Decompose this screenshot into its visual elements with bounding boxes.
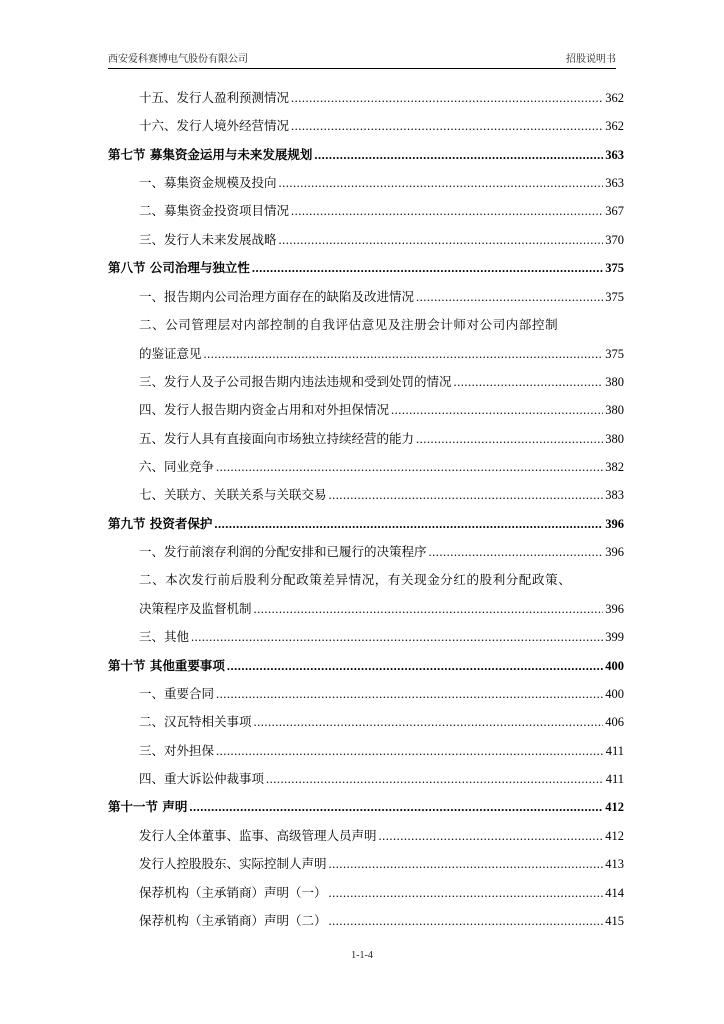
toc-entry-label: 十五、发行人盈利预测情况 (139, 90, 290, 105)
toc-entry-page: 415 (605, 914, 624, 928)
toc-entry-page: 406 (605, 715, 624, 729)
toc-leader-dots (329, 883, 604, 903)
toc-entry-label: 七、关联方、关联关系与关联交易 (139, 487, 327, 502)
toc-entry (139, 599, 624, 619)
toc-leader-dots (429, 542, 604, 562)
toc-entry-page: 375 (605, 347, 624, 361)
toc-leader-dots (416, 429, 603, 449)
toc-entry (139, 173, 624, 193)
toc-leader-dots (216, 741, 604, 761)
toc-entry-page: 396 (605, 545, 624, 559)
toc-leader-dots (416, 287, 603, 307)
toc-leader-dots (266, 769, 604, 789)
toc-entry-label: 四、发行人报告期内资金占用和对外担保情况 (139, 402, 390, 417)
toc-leader-dots (254, 599, 604, 619)
toc-leader-dots (329, 854, 604, 874)
toc-entry (139, 287, 624, 307)
toc-entry-page: 411 (605, 772, 624, 786)
toc-entry (139, 542, 624, 562)
toc-entry-page: 399 (605, 630, 624, 644)
toc-entry-label: 三、对外担保 (139, 743, 215, 758)
toc-entry-label: 二、汉瓦特相关事项 (139, 714, 252, 729)
toc-section-page: 400 (605, 659, 624, 673)
page-header (108, 52, 616, 67)
toc-section (108, 656, 624, 676)
page-number: 1-1-4 (351, 950, 373, 961)
toc-entry-label: 三、发行人未来发展战略 (139, 232, 277, 247)
toc-entry-label: 一、重要合同 (139, 686, 215, 701)
toc-entry-label: 发行人控股股东、实际控制人声明 (139, 856, 327, 871)
toc-entry (139, 826, 624, 846)
toc-entry (139, 116, 624, 136)
toc-entry-page: 382 (605, 460, 624, 474)
toc-leader-dots (216, 684, 603, 704)
toc-leader-dots (204, 344, 604, 364)
toc-entry-label: 三、发行人及子公司报告期内违法违规和受到处罚的情况 (139, 374, 452, 389)
toc-entry (139, 883, 624, 903)
toc-leader-dots (191, 627, 603, 647)
toc-entry-label: 一、募集资金规模及投向 (139, 175, 277, 190)
toc-entry-label: 三、其他 (139, 629, 190, 644)
toc-entry-label: 决策程序及监督机制 (139, 601, 252, 616)
toc-entry (139, 429, 624, 449)
toc-entry-page: 400 (605, 687, 624, 701)
toc-leader-dots (252, 258, 603, 278)
toc-leader-dots (391, 400, 603, 420)
toc-leader-dots (314, 145, 603, 165)
toc-entry-page: 380 (605, 403, 624, 417)
toc-entry-label: 一、报告期内公司治理方面存在的缺陷及改进情况 (139, 289, 415, 304)
toc-section-page: 412 (605, 800, 624, 814)
toc-entry-page: 412 (605, 829, 624, 843)
toc-section (108, 514, 624, 534)
toc-entry (139, 344, 624, 364)
toc-entry-page: 396 (605, 602, 624, 616)
toc-entry-page: 414 (605, 886, 624, 900)
toc-leader-dots (254, 712, 604, 732)
toc-section-label: 第十节 其他重要事项 (108, 658, 225, 673)
toc-entry (139, 400, 624, 420)
toc-leader-dots (291, 201, 603, 221)
toc-entry (139, 769, 624, 789)
toc-entry (139, 372, 624, 392)
toc-entry-page: 411 (605, 744, 624, 758)
header-rule (108, 68, 616, 69)
toc-leader-dots (189, 797, 603, 817)
toc-entry (139, 485, 624, 505)
toc-section (108, 797, 624, 817)
toc-entry (139, 684, 624, 704)
toc-entry-label: 一、发行前滚存利润的分配安排和已履行的决策程序 (139, 544, 427, 559)
toc-entry-label: 五、发行人具有直接面向市场独立持续经营的能力 (139, 431, 415, 446)
toc-leader-dots (291, 88, 603, 108)
toc-section-label: 第九节 投资者保护 (108, 516, 213, 531)
toc-entry-label: 发行人全体董事、监事、高级管理人员声明 (139, 828, 377, 843)
toc-entry (139, 911, 624, 931)
toc-entry (139, 854, 624, 874)
toc-entry-label: 六、同业竞争 (139, 459, 215, 474)
toc-entry-page: 380 (605, 375, 624, 389)
toc-entry (139, 201, 624, 221)
toc-entry (139, 627, 624, 647)
toc-leader-dots (454, 372, 604, 392)
toc-section-label: 第八节 公司治理与独立性 (108, 260, 250, 275)
toc-entry-page: 413 (605, 857, 624, 871)
toc-entry-page: 363 (605, 176, 624, 190)
toc-entry-label: 四、重大诉讼仲裁事项 (139, 771, 265, 786)
toc-entry-page: 362 (605, 119, 624, 133)
toc-leader-dots (379, 826, 604, 846)
toc-leader-dots (279, 230, 604, 250)
toc-entry-label: 的鉴证意见 (139, 346, 202, 361)
toc-leader-dots (291, 116, 603, 136)
toc-entry (139, 741, 624, 761)
toc-section-page: 363 (605, 148, 624, 162)
toc-entry (139, 88, 624, 108)
toc-leader-dots (227, 656, 603, 676)
toc-section-page: 375 (605, 261, 624, 275)
toc-section-label: 第十一节 声明 (108, 799, 188, 814)
toc-entry-label: 十六、发行人境外经营情况 (139, 118, 290, 133)
toc-entry-page: 362 (605, 91, 624, 105)
toc-leader-dots (216, 457, 603, 477)
toc-entry-label: 二、募集资金投资项目情况 (139, 203, 290, 218)
toc-entry-label: 二、公司管理层对内部控制的自我评估意见及注册会计师对公司内部控制 (139, 317, 559, 332)
toc-entry-wrapped (139, 315, 624, 335)
toc-leader-dots (279, 173, 604, 193)
page-footer (0, 950, 724, 961)
toc-entry (139, 712, 624, 732)
toc-section (108, 258, 624, 278)
toc-entry-page: 375 (605, 290, 624, 304)
toc-leader-dots (214, 514, 603, 534)
toc-leader-dots (329, 911, 604, 931)
toc-entry-label: 保荐机构（主承销商）声明（二） (139, 913, 327, 928)
header-company: 西安爱科赛博电气股份有限公司 (108, 54, 248, 65)
header-doc-type: 招股说明书 (566, 54, 616, 65)
toc-section (108, 145, 624, 165)
toc-entry-page: 380 (605, 432, 624, 446)
toc-section-label: 第七节 募集资金运用与未来发展规划 (108, 147, 313, 162)
toc-entry-label: 保荐机构（主承销商）声明（一） (139, 885, 327, 900)
toc-entry-page: 383 (605, 488, 624, 502)
toc-entry-page: 370 (605, 233, 624, 247)
toc-entry-wrapped (139, 570, 624, 590)
toc-section-page: 396 (605, 517, 624, 531)
toc-entry (139, 457, 624, 477)
toc-entry-page: 367 (605, 204, 624, 218)
toc-entry-label: 二、本次发行前后股利分配政策差异情况，有关现金分红的股利分配政策、 (139, 572, 572, 587)
toc-leader-dots (329, 485, 604, 505)
toc-entry (139, 230, 624, 250)
